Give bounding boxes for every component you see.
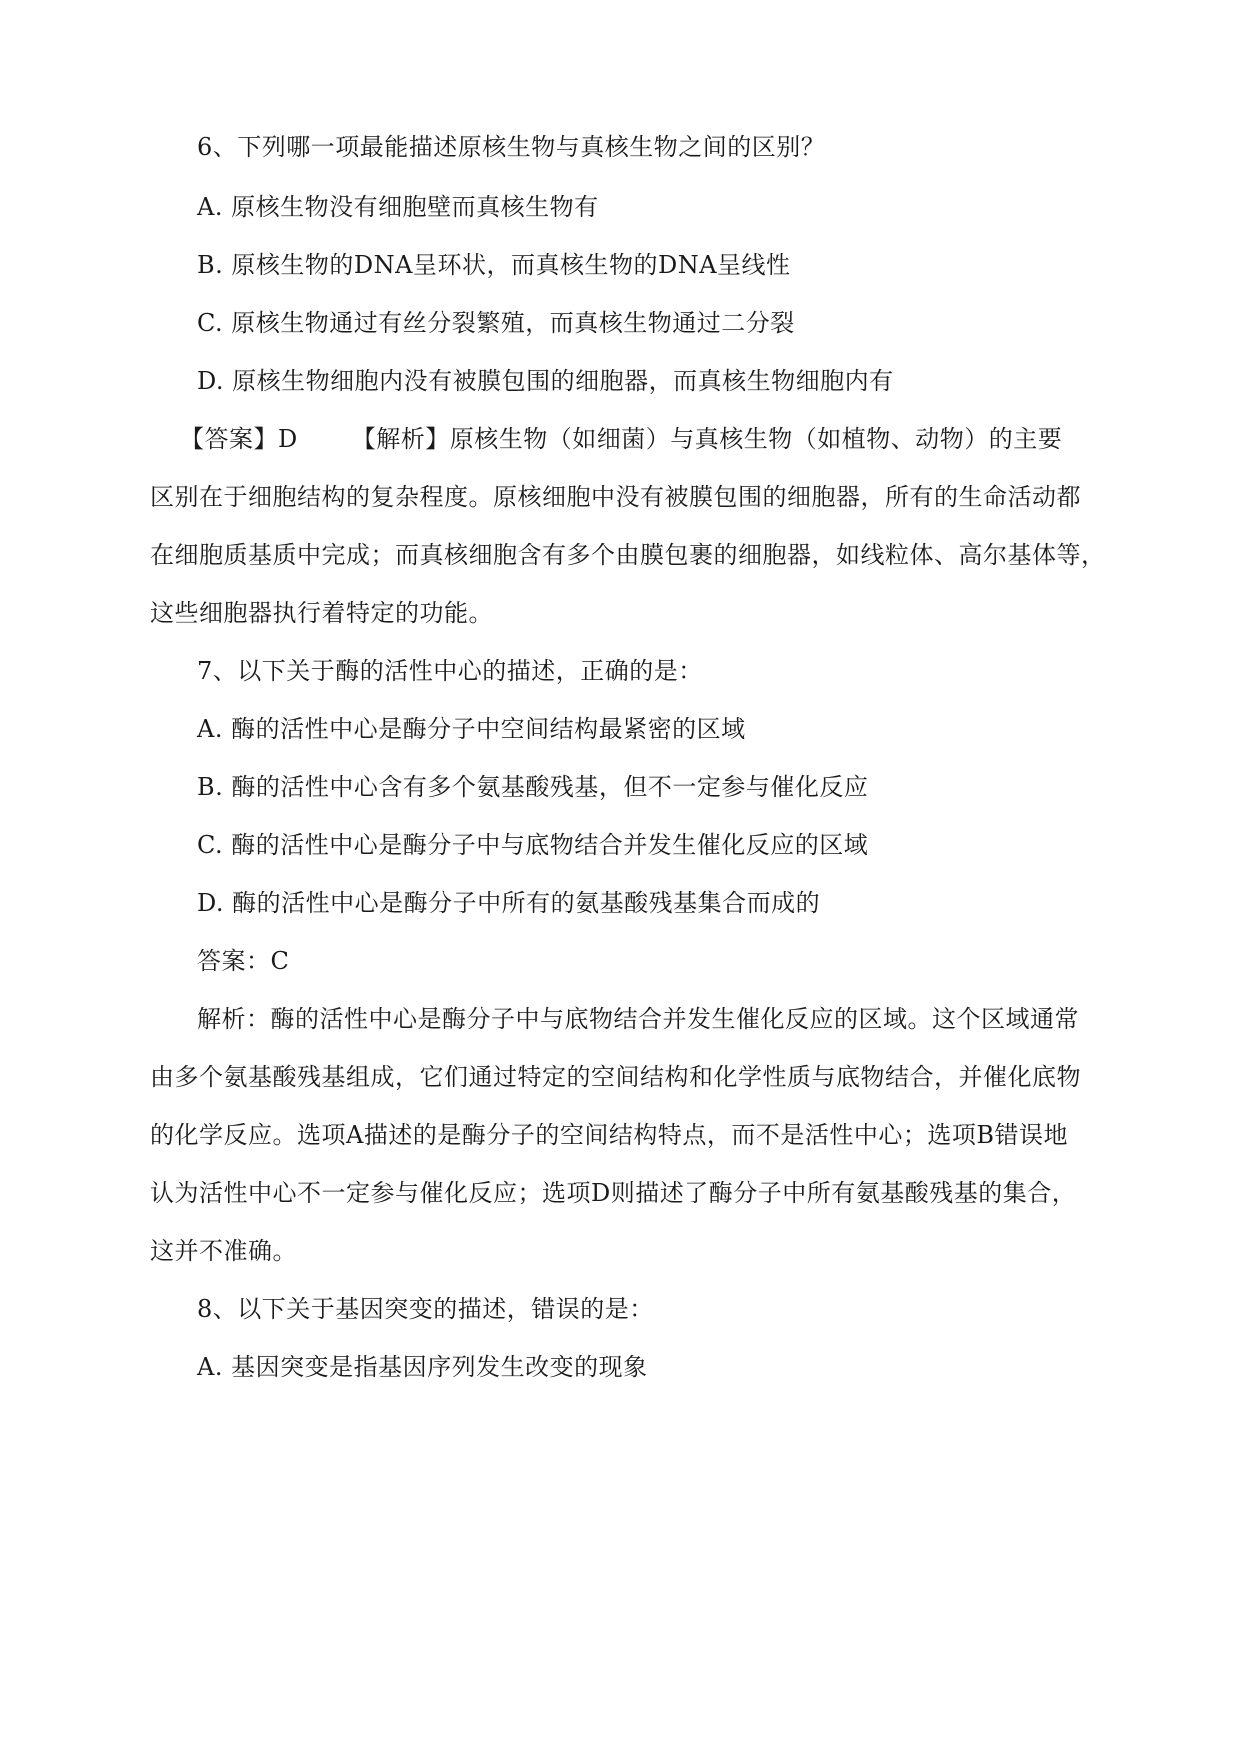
- q6-answer-analysis-line-1: [180, 424, 1093, 454]
- q7-analysis-line-5: 这并不准确。: [150, 1237, 297, 1265]
- question-8: 8、以下关于基因突变的描述，错误的是：: [197, 1295, 654, 1323]
- q7-option-a: A. 酶的活性中心是酶分子中空间结构最紧密的区域: [197, 715, 746, 743]
- q7-option-b: B. 酶的活性中心含有多个氨基酸残基，但不一定参与催化反应: [197, 773, 869, 801]
- q6-analysis-start: 【解析】原核生物（如细菌）与真核生物（如植物、动物）的主要: [351, 425, 1063, 453]
- q7-analysis-line-2: 由多个氨基酸残基组成，它们通过特定的空间结构和化学性质与底物结合，并催化底物: [150, 1063, 1081, 1091]
- q6-option-d: D. 原核生物细胞内没有被膜包围的细胞器，而真核生物细胞内有: [197, 367, 894, 395]
- q6-option-b: B. 原核生物的DNA呈环状，而真核生物的DNA呈线性: [197, 251, 791, 279]
- q6-answer: 【答案】D: [180, 425, 298, 453]
- q6-analysis-line-4: 这些细胞器执行着特定的功能。: [150, 599, 493, 627]
- q7-option-d: D. 酶的活性中心是酶分子中所有的氨基酸残基集合而成的: [197, 889, 821, 917]
- q7-analysis-line-1: 解析：酶的活性中心是酶分子中与底物结合并发生催化反应的区域。这个区域通常: [197, 1005, 1079, 1033]
- q7-answer: 答案：C: [197, 947, 290, 975]
- question-6: 6、下列哪一项最能描述原核生物与真核生物之间的区别？: [197, 133, 826, 161]
- q7-option-c: C. 酶的活性中心是酶分子中与底物结合并发生催化反应的区域: [197, 831, 869, 859]
- q7-analysis-line-3: 的化学反应。选项A描述的是酶分子的空间结构特点，而不是活性中心；选项B错误地: [150, 1121, 1068, 1149]
- question-7: 7、以下关于酶的活性中心的描述，正确的是：: [197, 657, 703, 685]
- q8-option-a: A. 基因突变是指基因序列发生改变的现象: [197, 1353, 648, 1381]
- q6-analysis-line-2: 区别在于细胞结构的复杂程度。原核细胞中没有被膜包围的细胞器，所有的生命活动都: [150, 483, 1081, 511]
- q6-option-a: A. 原核生物没有细胞壁而真核生物有: [197, 193, 599, 221]
- q6-option-c: C. 原核生物通过有丝分裂繁殖，而真核生物通过二分裂: [197, 309, 795, 337]
- q6-analysis-line-3: 在细胞质基质中完成；而真核细胞含有多个由膜包裹的细胞器，如线粒体、高尔基体等，: [150, 541, 1106, 569]
- q7-analysis-line-4: 认为活性中心不一定参与催化反应；选项D则描述了酶分子中所有氨基酸残基的集合，: [150, 1179, 1077, 1207]
